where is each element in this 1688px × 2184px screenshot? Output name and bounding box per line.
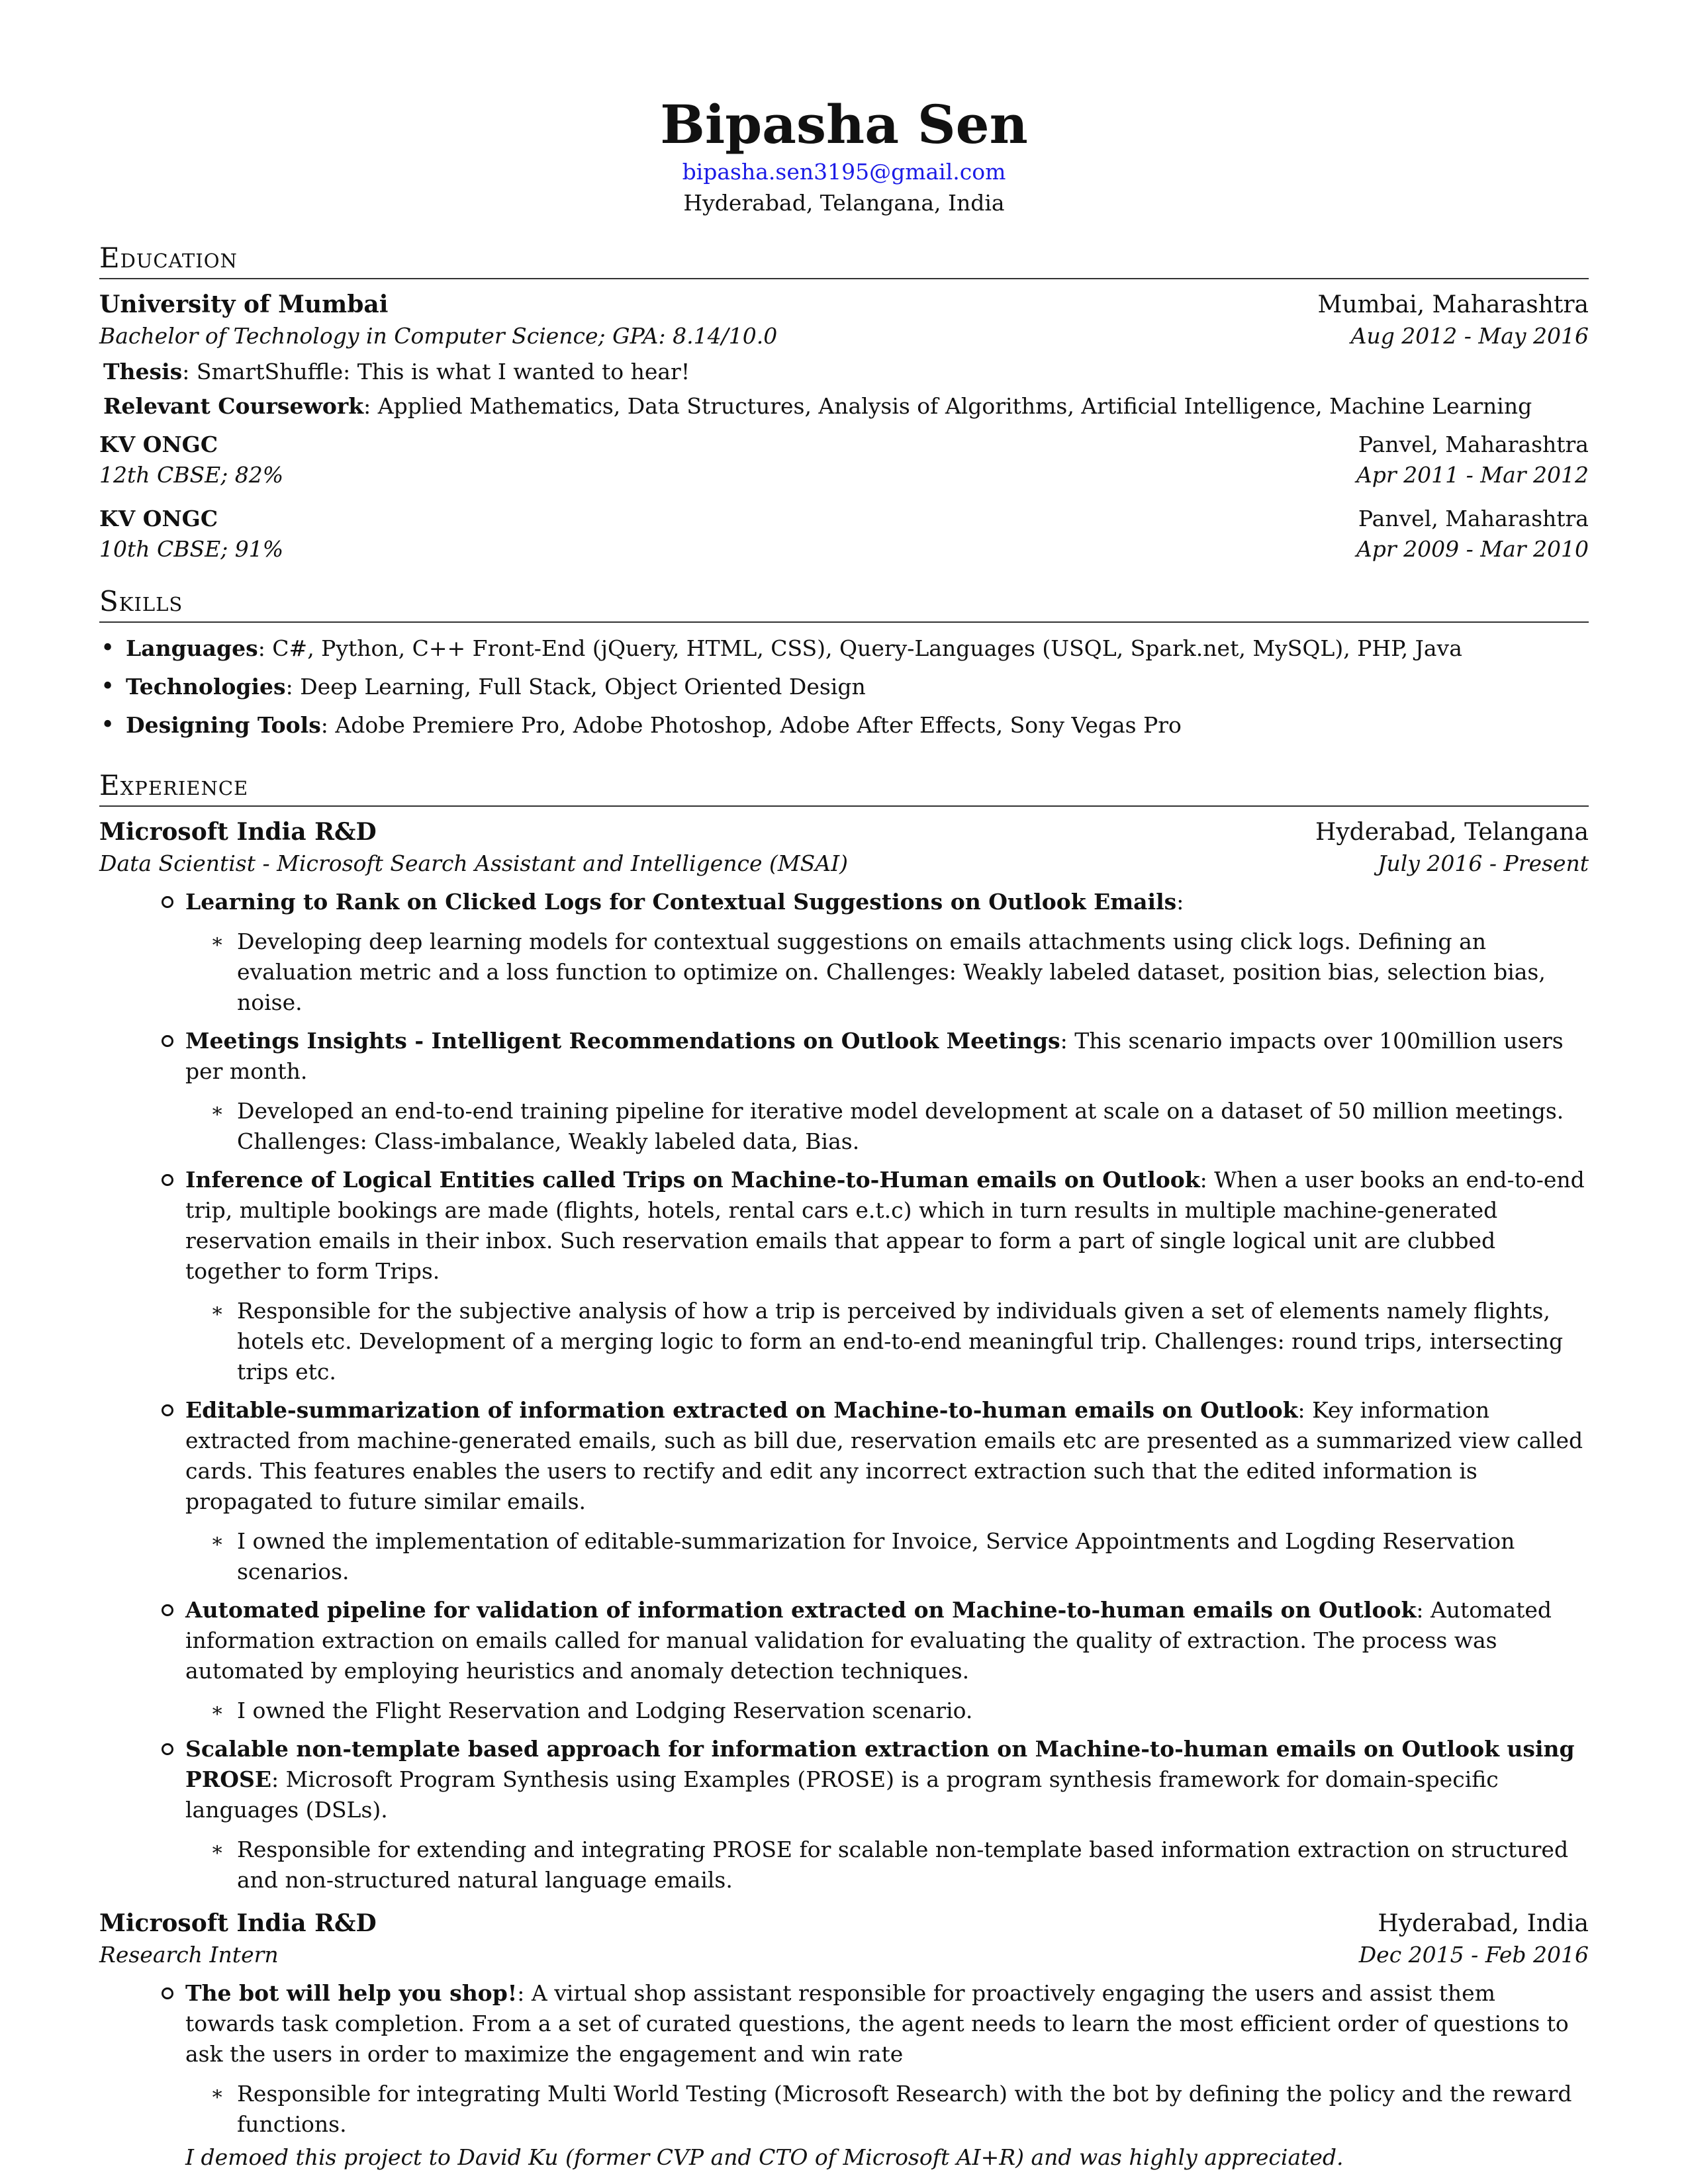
detail-item: ∗ Responsible for extending and integrating PROSE for scalable non-template based information extraction on structured and non-structured natural language emails. [237,1835,1589,1895]
thesis-line [103,357,1589,387]
school-location: Panvel, Maharashtra [1358,506,1589,531]
detail-item: ∗ I owned the Flight Reservation and Lodging Reservation scenario. [237,1696,1589,1726]
project-description: : [1176,889,1184,915]
thesis-label: Thesis [103,359,183,385]
skill-label: Technologies [126,674,286,700]
education-entry [99,289,1589,422]
school-location: Mumbai, Maharashtra [1317,291,1589,318]
coursework-line [103,391,1589,422]
project-details [237,1696,1589,1726]
project-description: : When a user books an end-to-end trip, multiple bookings are made (flights, hotels, rental cars e.t.c) which in turn results in multiple machine-generated reservation emails in their inbox. Such reservation emails that appear to form a part of single logical unit are clubbed together to form Trips. [185,1167,1585,1284]
dates: Apr 2011 - Mar 2012 [1356,462,1589,488]
detail-item: ∗ Responsible for the subjective analysis of how a trip is perceived by individuals given a set of elements namely flights, hotels etc. Development of a merging logic to form an end-to-end meaningful trip. Challenges: round trips, intersecting trips etc. [237,1296,1589,1387]
experience-heading: Experience [99,768,1589,807]
candidate-name: Bipasha Sen [660,93,1028,156]
coursework-text: : Applied Mathematics, Data Structures, Analysis of Algorithms, Artificial Intelligence, Machine Learning [363,393,1532,419]
skill-text: : Adobe Premiere Pro, Adobe Photoshop, Adobe After Effects, Sony Vegas Pro [320,712,1182,738]
project-description: : A virtual shop assistant responsible for proactively engaging the users and assist them towards task completion. From a a set of curated questions, the agent needs to learn the most efficient order of questions to ask the users in order to maximize the engagement and win rate [185,1980,1569,2067]
project-item [185,887,1589,917]
project-details [237,2079,1589,2140]
project-details [237,1096,1589,1157]
job-entry [99,816,1589,1895]
job-entry [99,1907,1589,2173]
project-note: I demoed this project to David Ku (former CVP and CTO of Microsoft AI+R) and was highly appreciated. [185,2144,1344,2170]
education-entry [99,504,1589,565]
detail-item: ∗ Developing deep learning models for contextual suggestions on emails attachments using click logs. Defining an evaluation metric and a loss function to optimize on. Challenges: Weakly labeled dataset, position bias, selection bias, noise. [237,927,1589,1018]
project-description: : Key information extracted from machine-generated emails, such as bill due, reservation emails etc are presented as a summarized view called cards. This features enables the users to rectify and edit any incorrect extraction such that the edited information is propagated to future similar emails. [185,1397,1583,1514]
project-item [185,1978,1589,2070]
job-location: Hyderabad, India [1378,1910,1589,1937]
school-name: KV ONGC [99,432,218,457]
coursework-label: Relevant Coursework [103,393,364,419]
project-title: Scalable non-template based approach for information extraction on Machine-to-human emails on Outlook using PROSE [185,1736,1575,1792]
project-title: The bot will help you shop! [185,1980,518,2006]
project-item [185,1595,1589,1686]
education-heading: Education [99,241,1589,279]
project-title: Learning to Rank on Clicked Logs for Contextual Suggestions on Outlook Emails [185,889,1177,915]
project-details [237,927,1589,1018]
project-details [237,1526,1589,1587]
job-location: Hyderabad, Telangana [1315,819,1589,846]
project-details [237,1835,1589,1895]
dates: Aug 2012 - May 2016 [1350,323,1589,349]
skill-text: : Deep Learning, Full Stack, Object Oriented Design [285,674,866,700]
school-name: University of Mumbai [99,291,389,318]
degree: 12th CBSE; 82% [99,462,284,488]
project-title: Automated pipeline for validation of information extracted on Machine-to-human emails on Outlook [185,1597,1417,1623]
project-description: : This scenario impacts over 100million users per month. [185,1028,1564,1084]
skill-item [99,668,1589,706]
project-description: : Automated information extraction on emails called for manual validation for evaluating the quality of extraction. The process was automated by employing heuristics and anomaly detection techniques. [185,1597,1552,1684]
project-list [185,1978,1589,2173]
job-dates: Dec 2015 - Feb 2016 [1358,1942,1589,1968]
project-description: : Microsoft Program Synthesis using Examples (PROSE) is a program synthesis framework for domain-specific languages (DSLs). [185,1766,1499,1823]
skill-item [99,629,1589,668]
job-dates: July 2016 - Present [1378,850,1589,876]
thesis-text: : SmartShuffle: This is what I wanted to hear! [182,359,690,385]
job-role: Data Scientist - Microsoft Search Assistant and Intelligence (MSAI) [99,850,849,876]
project-title: Inference of Logical Entities called Trips on Machine-to-Human emails on Outlook [185,1167,1200,1193]
project-title: Editable-summarization of information extracted on Machine-to-human emails on Outlook [185,1397,1298,1423]
degree: Bachelor of Technology in Computer Science; GPA: 8.14/10.0 [99,323,778,349]
email-link[interactable]: bipasha.sen3195@gmail.com [682,159,1006,185]
detail-item: ∗ Developed an end-to-end training pipeline for iterative model development at scale on a dataset of 50 million meetings. Challenges: Class-imbalance, Weakly labeled data, Bias. [237,1096,1589,1157]
resume-header [99,93,1589,218]
degree: 10th CBSE; 91% [99,536,284,562]
project-details [237,1296,1589,1387]
project-item [185,1395,1589,1517]
school-location: Panvel, Maharashtra [1358,432,1589,457]
skills-list [99,629,1589,745]
skills-heading: Skills [99,584,1589,623]
skill-label: Languages [126,635,258,661]
candidate-location: Hyderabad, Telangana, India [683,190,1005,216]
dates: Apr 2009 - Mar 2010 [1356,536,1589,562]
skill-label: Designing Tools [126,712,321,738]
project-list [185,887,1589,1895]
job-role: Research Intern [99,1942,279,1968]
detail-item: ∗ Responsible for integrating Multi World Testing (Microsoft Research) with the bot by defining the policy and the reward functions. [237,2079,1589,2140]
project-item [185,1734,1589,1825]
project-item [185,1026,1589,1087]
project-title: Meetings Insights - Intelligent Recommendations on Outlook Meetings [185,1028,1060,1054]
company-name: Microsoft India R&D [99,818,377,846]
school-name: KV ONGC [99,506,218,531]
resume-page [99,93,1589,2173]
skill-item [99,706,1589,745]
skill-text: : C#, Python, C++ Front-End (jQuery, HTML, CSS), Query-Languages (USQL, Spark.net, MySQL), PHP, Java [258,635,1462,661]
project-item [185,1165,1589,1287]
detail-item: ∗ I owned the implementation of editable-summarization for Invoice, Service Appointments and Logding Reservation scenarios. [237,1526,1589,1587]
education-entry [99,430,1589,490]
company-name: Microsoft India R&D [99,1909,377,1937]
